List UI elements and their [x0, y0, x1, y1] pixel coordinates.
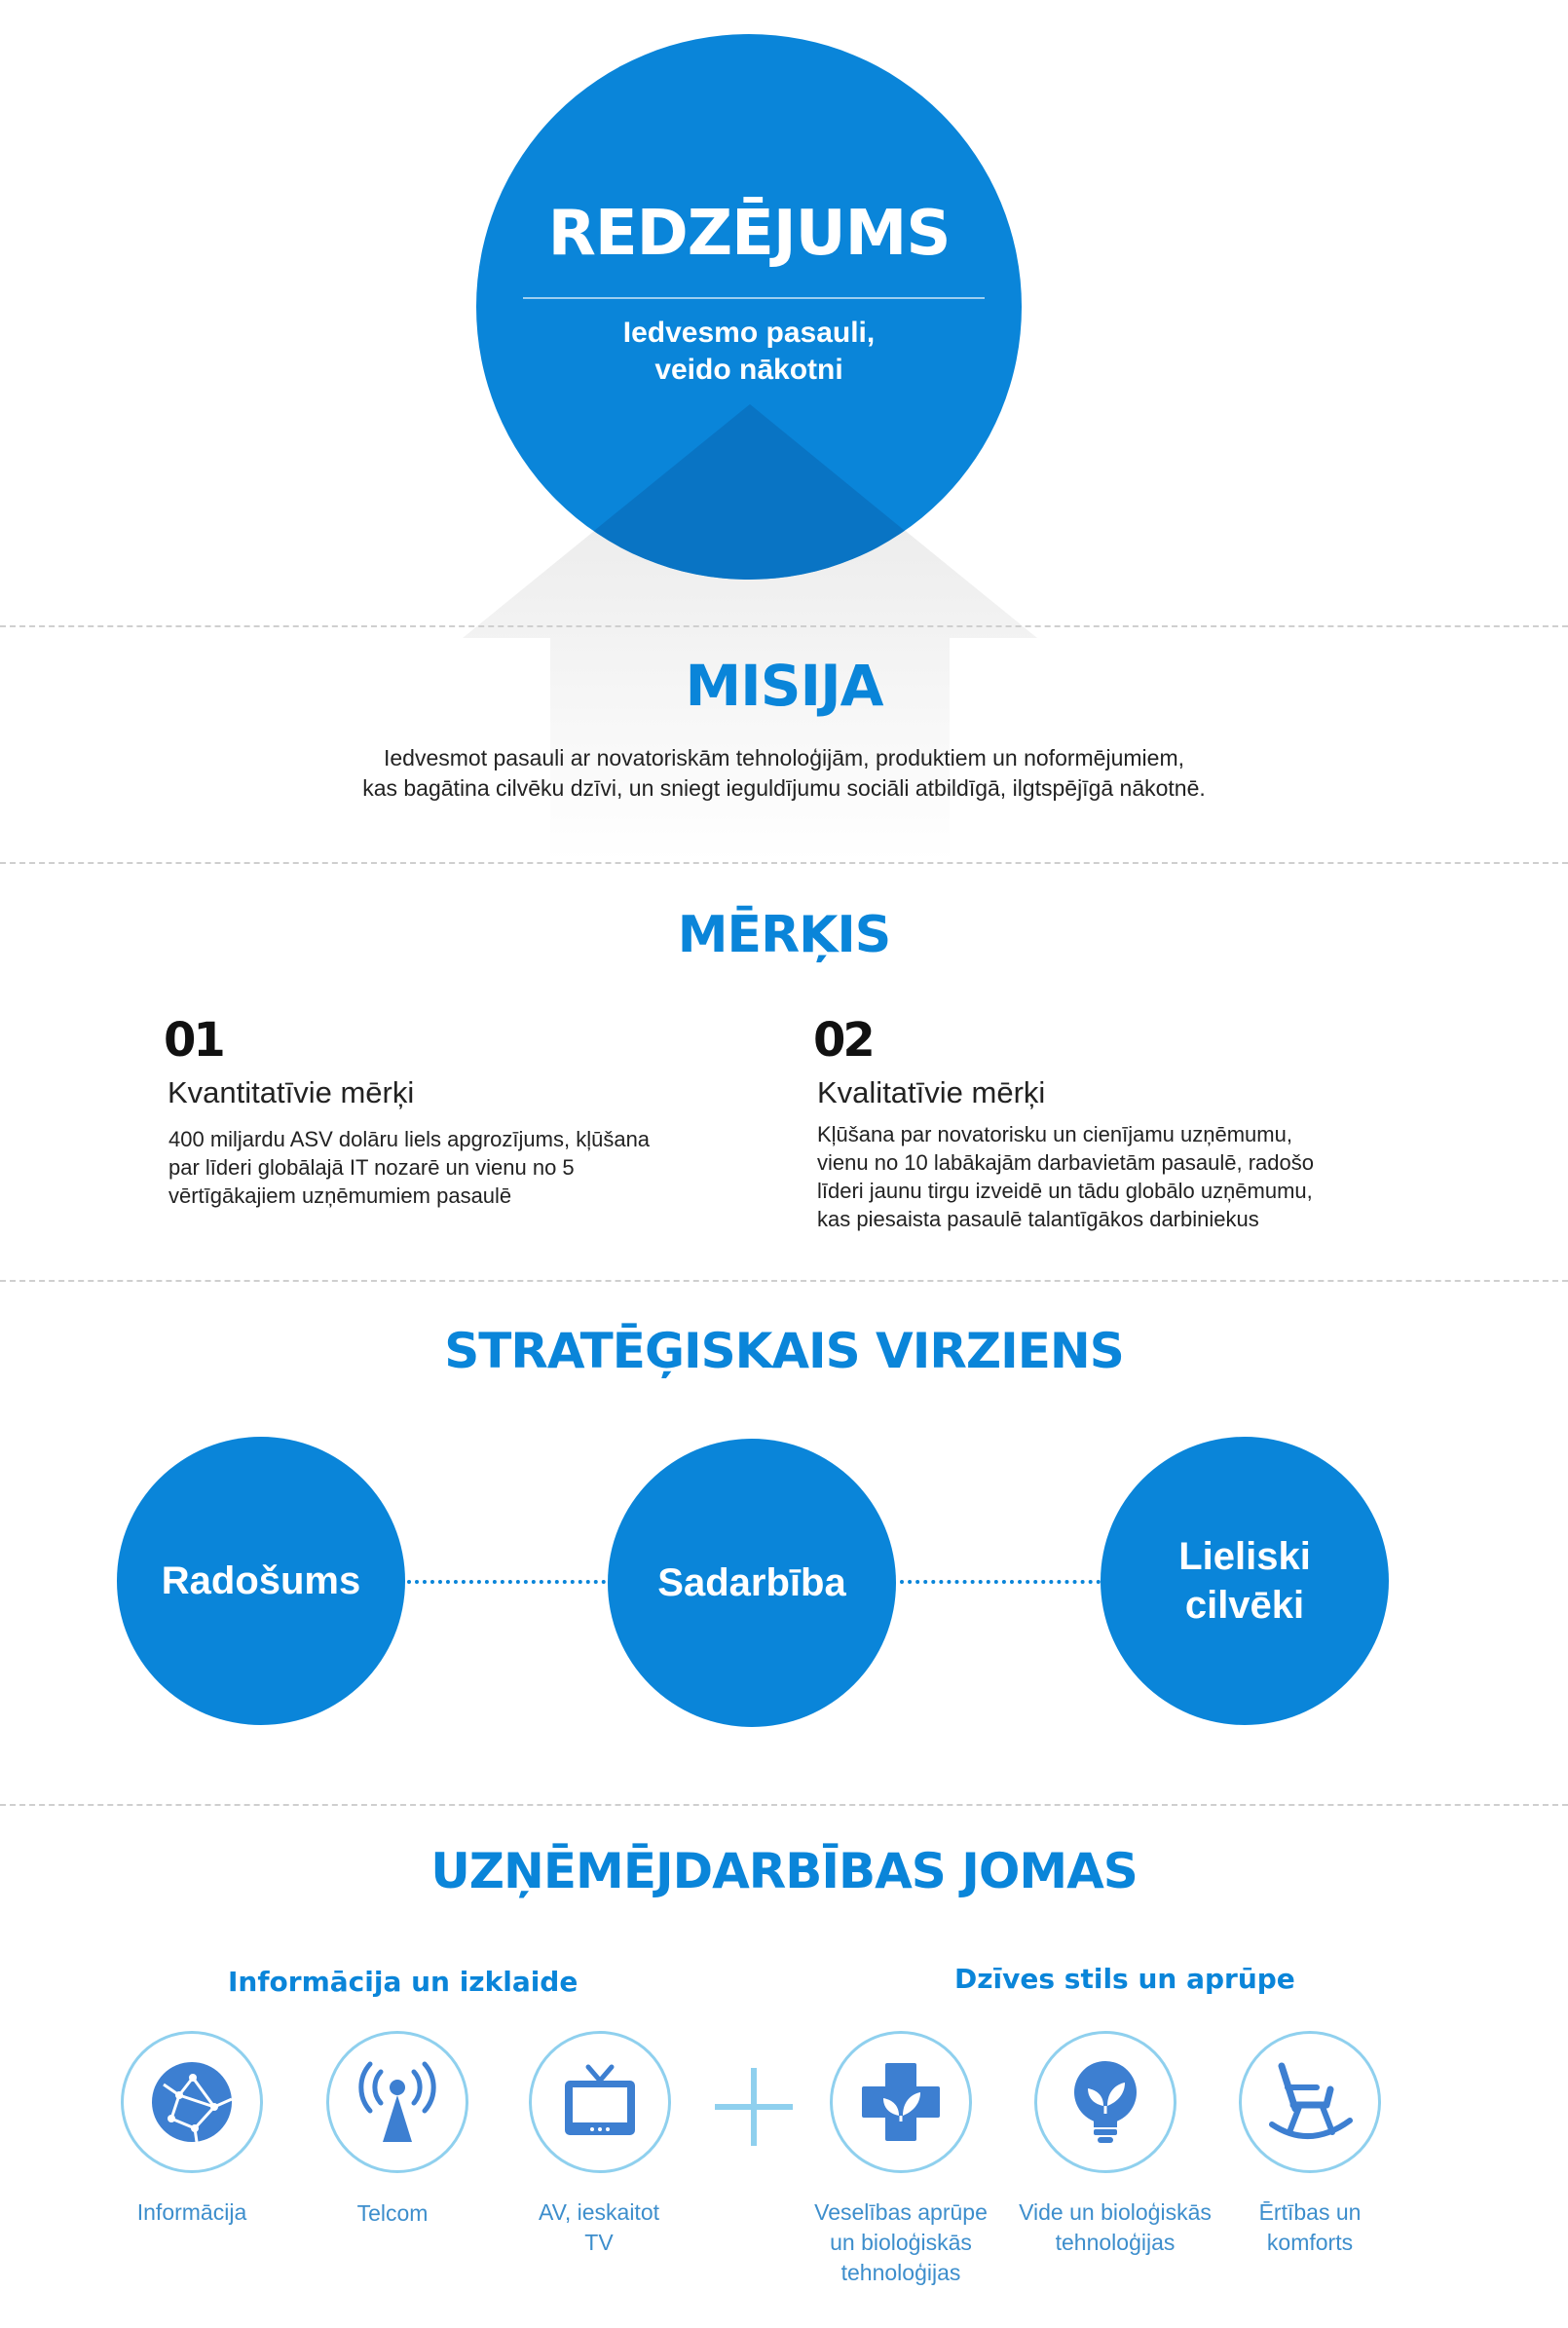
vision-circle [476, 34, 1022, 580]
tv-icon [559, 2061, 641, 2143]
strategy-circle-cooperation [608, 1439, 896, 1727]
vision-divider [523, 297, 985, 299]
goals-title: MĒRĶIS [677, 906, 891, 964]
section-divider [0, 862, 1568, 864]
goal-1-line-1: 400 miljardu ASV dolāru liels apgrozījums, kļūšana [168, 1127, 651, 1151]
strategy-label-1: Radošums [161, 1559, 361, 1602]
mission-title: MISIJA [685, 653, 883, 719]
strategy-circle-great-people [1101, 1437, 1389, 1725]
goal-2-line-4: kas piesaista pasaulē talantīgākos darbiniekus [817, 1207, 1259, 1231]
business-label-av-tv [487, 2197, 711, 2258]
strategy-circle-creativity [117, 1437, 405, 1725]
mission-text-line-1: Iedvesmot pasauli ar novatoriskām tehnoloģijām, produktiem un noformējumiem, [383, 745, 1184, 770]
goal-1-line-3: vērtīgākajiem uzņēmumiem pasaulē [168, 1183, 512, 1208]
goal-description-2 [817, 1120, 1314, 1233]
connector-line-1 [407, 1580, 606, 1584]
strategy-label-3-line-1: Lieliski [1178, 1535, 1311, 1578]
business-item-environment [1034, 2031, 1176, 2173]
vision-subtitle [476, 315, 1022, 389]
strategy-label-3-line-2: cilvēki [1184, 1584, 1305, 1627]
strategy-title: STRATĒĢISKAIS VIRZIENS [444, 1323, 1124, 1379]
goal-2-line-3: līderi jaunu tirgu izveidē un tādu globālo uzņēmumu, [817, 1179, 1313, 1203]
rocking-chair-icon [1266, 2060, 1354, 2144]
business-item-av-tv [529, 2031, 671, 2173]
business-label-6-line-2: komforts [1266, 2230, 1354, 2255]
goal-number-1: 01 [164, 1013, 223, 1068]
goal-title-2: Kvalitatīvie mērķi [817, 1075, 1046, 1109]
business-label-5-line-1: Vide un bioloģiskās [1019, 2199, 1212, 2225]
mission-text [0, 743, 1568, 804]
business-label-1-line-1: Informācija [136, 2199, 247, 2225]
business-label-comfort [1198, 2197, 1422, 2258]
vision-subtitle-line-1: Iedvesmo pasauli, [622, 317, 876, 349]
business-label-6-line-1: Ērtības un [1258, 2199, 1362, 2225]
vision-title: REDZĒJUMS [547, 198, 951, 270]
business-label-3-line-1: AV, ieskaitot [538, 2199, 660, 2225]
goal-1-line-2: par līderi globālajā IT nozarē un vienu no 5 [168, 1155, 575, 1180]
section-divider [0, 625, 1568, 627]
vision-subtitle-line-2: veido nākotni [654, 354, 843, 386]
antenna-icon [354, 2058, 441, 2146]
eco-bulb-icon [1066, 2057, 1144, 2147]
business-item-healthcare [830, 2031, 972, 2173]
section-divider [0, 1280, 1568, 1282]
business-label-4-line-3: tehnoloģijas [840, 2260, 961, 2285]
business-item-telcom [326, 2031, 468, 2173]
plus-vertical-bar [751, 2068, 757, 2146]
business-item-information [121, 2031, 263, 2173]
goal-2-line-1: Kļūšana par novatorisku un cienījamu uzņēmumu, [817, 1122, 1292, 1146]
business-label-4-line-1: Veselības aprūpe [814, 2199, 988, 2225]
mission-text-line-2: kas bagātina cilvēku dzīvi, un sniegt ieguldījumu sociāli atbildīgā, ilgtspējīgā nākotnē. [362, 775, 1206, 801]
business-title: UZŅĒMĒJDARBĪBAS JOMAS [430, 1843, 1138, 1899]
business-label-3-line-2: TV [584, 2230, 614, 2255]
medical-cross-icon [860, 2061, 942, 2143]
business-label-4-line-2: un bioloģiskās [830, 2230, 972, 2255]
business-label-environment [1003, 2197, 1227, 2258]
section-divider [0, 1804, 1568, 1806]
goal-2-line-2: vienu no 10 labākajām darbavietām pasaulē, radošo [817, 1150, 1314, 1175]
group-title-lifestyle-care: Dzīves stils un aprūpe [954, 1963, 1295, 1995]
business-item-comfort [1239, 2031, 1381, 2173]
strategy-label-2: Sadarbība [657, 1561, 846, 1604]
business-label-telcom [280, 2198, 504, 2229]
goal-number-2: 02 [813, 1013, 873, 1068]
connector-line-2 [900, 1580, 1101, 1584]
business-label-healthcare [789, 2197, 1013, 2288]
goal-title-1: Kvantitatīvie mērķi [168, 1075, 415, 1109]
group-title-info-entertainment: Informācija un izklaide [228, 1966, 579, 1998]
goal-description-1 [168, 1125, 650, 1210]
arrow-shadow [476, 34, 1022, 580]
business-label-5-line-2: tehnoloģijas [1055, 2230, 1176, 2255]
globe-icon [150, 2060, 234, 2144]
business-label-2-line-1: Telcom [356, 2200, 429, 2226]
business-label-information [80, 2197, 304, 2228]
plus-icon [715, 2068, 793, 2146]
